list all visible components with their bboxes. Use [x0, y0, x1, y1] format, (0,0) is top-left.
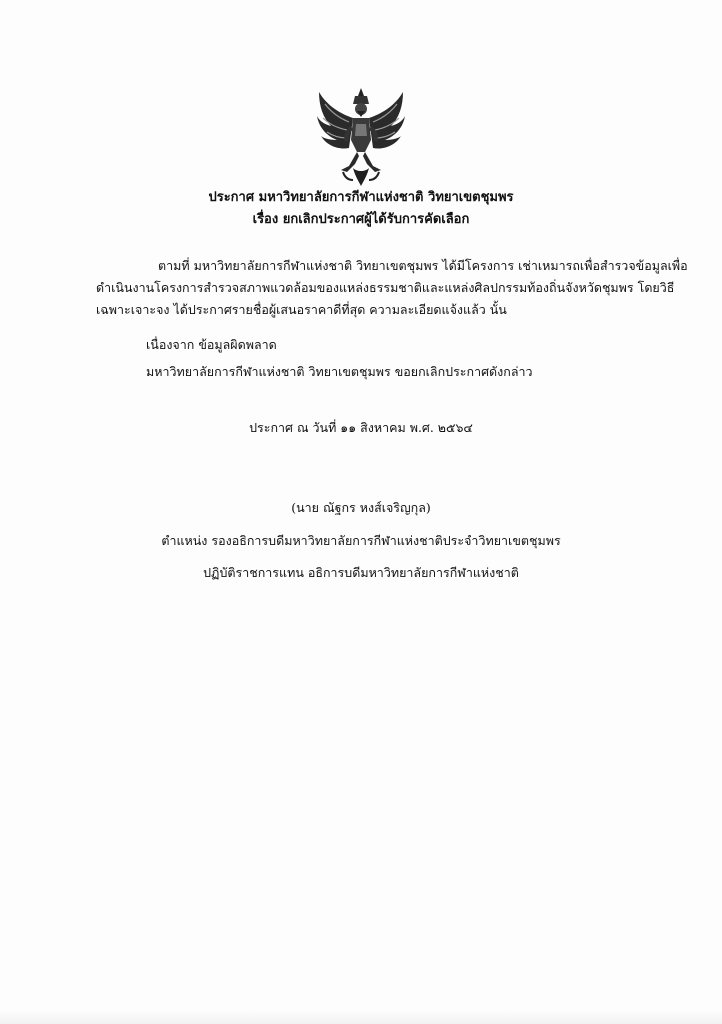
cancellation-text: มหาวิทยาลัยการกีฬาแห่งชาติ วิทยาเขตชุมพร ขอยกเลิกประกาศดังกล่าว	[146, 364, 533, 379]
paragraph-line-1: ตามที่ มหาวิทยาลัยการกีฬาแห่งชาติ วิทยาเขตชุมพร ได้มีโครงการ เช่าเหมารถเพื่อสำรวจข้อมูลเพื่อ	[158, 258, 688, 273]
paragraph-line-2: ดำเนินงานโครงการสำรวจสภาพแวดล้อมของแหล่งธรรมชาติและแหล่งศิลปกรรมท้องถิ่นจังหวัดชุมพร โดยวิธี	[96, 280, 675, 295]
scan-bottom-edge	[0, 1010, 722, 1024]
signer-name: (นาย ณัฐกร หงส์เจริญกุล)	[291, 500, 431, 515]
document-subject: เรื่อง ยกเลิกประกาศผู้ได้รับการคัดเลือก	[252, 212, 470, 227]
paragraph-line-3: เฉพาะเจาะจง ได้ประกาศรายชื่อผู้เสนอราคาดีที่สุด ความละเอียดแจ้งแล้ว นั้น	[96, 302, 507, 317]
signer-position: ตำแหน่ง รองอธิการบดีมหาวิทยาลัยการกีฬาแห่งชาติประจำวิทยาเขตชุมพร	[161, 533, 561, 548]
signer-acting-on-behalf: ปฏิบัติราชการแทน อธิการบดีมหาวิทยาลัยการกีฬาแห่งชาติ	[203, 565, 519, 580]
announcement-date: ประกาศ ณ วันที่ ๑๑ สิงหาคม พ.ศ. ๒๕๖๔	[249, 420, 473, 435]
reason-text: เนื่องจาก ข้อมูลผิดพลาด	[146, 337, 277, 352]
document-title: ประกาศ มหาวิทยาลัยการกีฬาแห่งชาติ วิทยาเขตชุมพร	[208, 190, 514, 205]
garuda-emblem-icon	[313, 84, 409, 188]
